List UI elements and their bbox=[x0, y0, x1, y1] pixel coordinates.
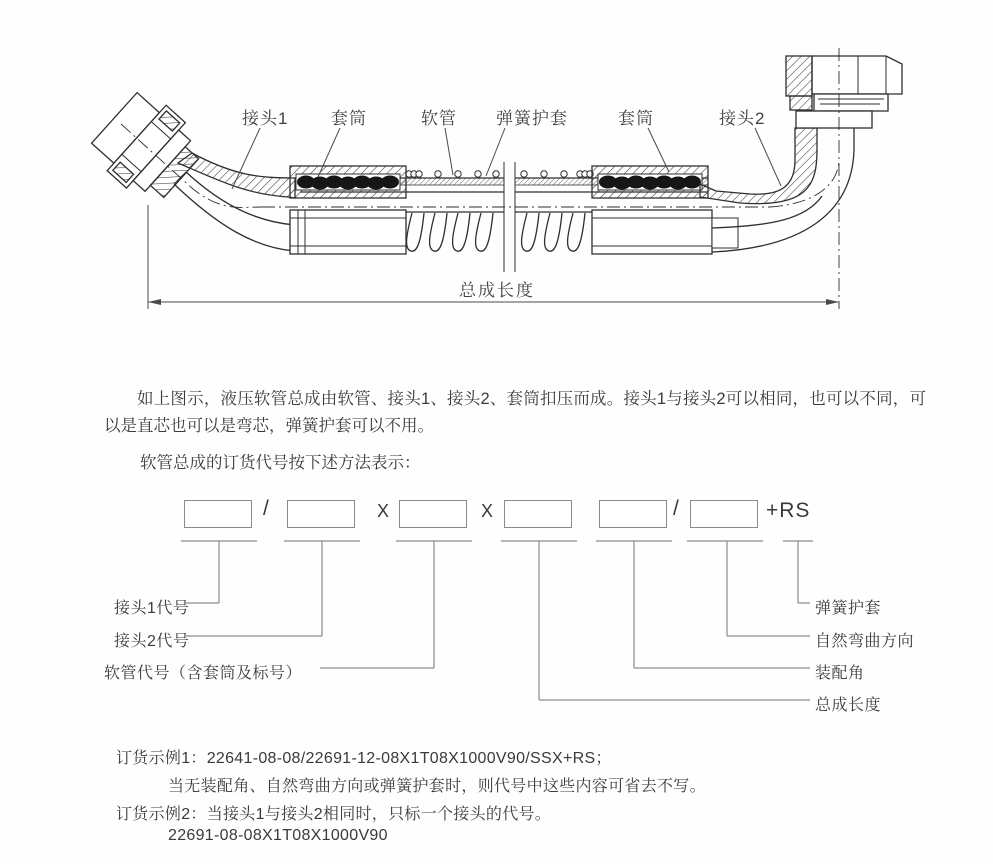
ferrule-1 bbox=[290, 166, 406, 254]
spring-guard-coils bbox=[406, 212, 592, 251]
part-label-fitting-2: 接头2 bbox=[719, 109, 766, 128]
code-box-fitting1 bbox=[184, 500, 252, 528]
callout-fitting1-code: 接头1代号 bbox=[114, 600, 190, 617]
ferrule-2 bbox=[592, 166, 738, 254]
suffix-rs: +RS bbox=[766, 499, 811, 522]
part-label-hose: 软管 bbox=[421, 109, 457, 128]
part-label-ferrule-2: 套筒 bbox=[618, 109, 654, 128]
callout-assembly-angle: 装配角 bbox=[815, 665, 865, 682]
separator-x-2: X bbox=[481, 501, 494, 521]
code-box-direction bbox=[690, 500, 758, 528]
example-line-1: 订货示例1：22641-08-08/22691-12-08X1T08X1000V90/SSX+RS； bbox=[116, 750, 612, 767]
code-box-angle bbox=[599, 500, 667, 528]
dimension-label: 总成长度 bbox=[459, 281, 535, 300]
callout-assembly-length: 总成长度 bbox=[815, 697, 882, 714]
separator-slash-1: / bbox=[263, 497, 269, 520]
separator-slash-2: / bbox=[673, 497, 679, 520]
intro-paragraph: 如上图示，液压软管总成由软管、接头1、接头2、套筒扣压而成。接头1与接头2可以相同，也可以不同，可以是直芯也可以是弯芯，弹簧护套可以不用。 bbox=[104, 390, 926, 435]
callout-bend-direction: 自然弯曲方向 bbox=[815, 633, 915, 650]
code-box-fitting2 bbox=[287, 500, 355, 528]
example-line-4: 22691-08-08X1T08X1000V90 bbox=[168, 827, 388, 844]
break-lines bbox=[504, 162, 515, 272]
separator-x-1: X bbox=[377, 501, 390, 521]
code-intro-line: 软管总成的订货代号按下述方法表示： bbox=[140, 454, 421, 472]
code-box-hose bbox=[399, 500, 467, 528]
part-label-fitting-1: 接头1 bbox=[242, 109, 289, 128]
part-label-ferrule-1: 套筒 bbox=[331, 109, 367, 128]
callout-hose-code: 软管代号（含套筒及标号） bbox=[104, 665, 303, 682]
callout-spring-guard: 弹簧护套 bbox=[815, 600, 882, 617]
callout-fitting2-code: 接头2代号 bbox=[114, 633, 190, 650]
part-label-spring-guard: 弹簧护套 bbox=[496, 109, 568, 128]
code-box-length bbox=[504, 500, 572, 528]
example-line-3: 订货示例2：当接头1与接头2相同时，只标一个接头的代号。 bbox=[116, 806, 552, 823]
example-line-2: 当无装配角、自然弯曲方向或弹簧护套时，则代号中这些内容可省去不写。 bbox=[168, 778, 706, 795]
